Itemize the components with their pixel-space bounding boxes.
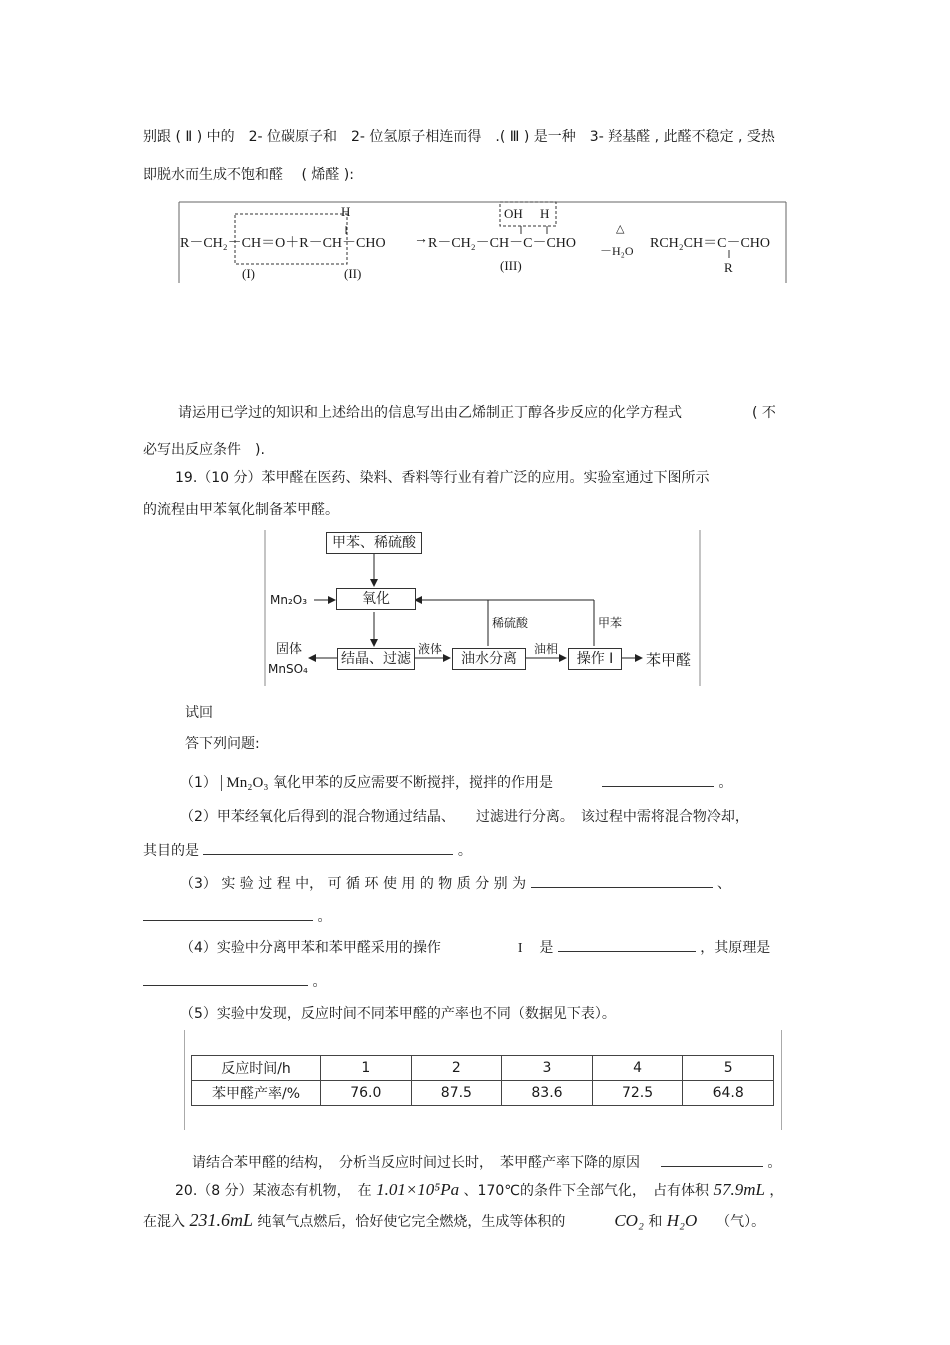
volume-1: 57.9mL bbox=[713, 1180, 765, 1199]
sub-question-1-end: 。 bbox=[718, 775, 733, 791]
table-row-yield bbox=[192, 1081, 774, 1106]
table-row-time bbox=[192, 1056, 774, 1081]
h-atom: H bbox=[341, 204, 351, 219]
product-r-group: R bbox=[724, 260, 733, 275]
flow-feed-box: 甲苯、稀硫酸 bbox=[326, 532, 422, 554]
sub-question-2-line-1: （2）甲苯经氧化后得到的混合物通过结晶、 过滤进行分离。 该过程中需将混合物冷却， bbox=[180, 809, 749, 825]
q5-followup-text: 请结合苯甲醛的结构， 分析当反应时间过长时， 苯甲醛产率下降的原因 bbox=[192, 1155, 640, 1171]
answer-blank-1[interactable] bbox=[602, 774, 714, 787]
sub-question-3-line-2 bbox=[143, 906, 331, 926]
label-iii: (III) bbox=[500, 258, 522, 273]
answer-blank-3a[interactable] bbox=[531, 875, 713, 888]
q5-followup bbox=[192, 1152, 781, 1172]
q19-line-1: 19.（10 分）苯甲醛在医药、染料、香料等行业有着广泛的应用。实验室通过下图所示 bbox=[175, 470, 710, 486]
sub-question-3-line-1 bbox=[180, 873, 731, 893]
sub-question-2-prefix: 其目的是 bbox=[143, 843, 199, 859]
q19-line-2: 的流程由甲苯氧化制备苯甲醛。 bbox=[143, 502, 339, 518]
sub-question-3-text: （3） 实 验 过 程 中， 可 循 环 使 用 的 物 质 分 别 为 bbox=[180, 876, 527, 892]
q20-line2-mid: 纯氧气点燃后，恰好使它完全燃烧，生成等体积的 bbox=[257, 1214, 566, 1230]
instruction-line-1: 请运用已学过的知识和上述给出的信息写出由乙烯制正丁醇各步反应的化学方程式 ( 不 bbox=[178, 405, 776, 421]
pressure-value: 1.01×10⁵Pa bbox=[376, 1180, 460, 1199]
dehydration-label: －H₂O bbox=[600, 244, 634, 258]
table-cell-time: 4 bbox=[592, 1056, 683, 1081]
intermediate-formula: R－CH₂－CH－C－CHO bbox=[428, 236, 577, 251]
answer-blank-5[interactable] bbox=[661, 1154, 763, 1167]
reaction-scheme bbox=[178, 200, 788, 285]
sub-question-4-principle: ，其原理是 bbox=[700, 940, 771, 956]
heat-symbol: △ bbox=[616, 223, 625, 235]
answer-blank-4a[interactable] bbox=[558, 939, 696, 952]
flow-crystal-box: 结晶、过滤 bbox=[337, 648, 415, 670]
q20-mid: 、170℃的条件下全部气化， 占有体积 bbox=[463, 1183, 710, 1199]
q20-line-2 bbox=[143, 1210, 765, 1231]
yield-table-frame bbox=[184, 1030, 782, 1130]
flow-solid: 固体 bbox=[276, 642, 303, 657]
h-atom-2: H bbox=[540, 206, 550, 221]
table-cell-yield: 87.5 bbox=[411, 1081, 502, 1106]
sub-question-2-line-2 bbox=[143, 840, 472, 860]
co2-formula: CO₂ bbox=[614, 1211, 644, 1230]
flow-separate-box: 油水分离 bbox=[452, 648, 526, 670]
flow-mn2o3: Mn₂O₃ bbox=[270, 593, 308, 607]
sub-question-4-end: 。 bbox=[312, 974, 327, 990]
table-cell-yield: 64.8 bbox=[683, 1081, 774, 1106]
label-ii: (II) bbox=[344, 266, 362, 281]
q20-comma: ， bbox=[769, 1183, 784, 1199]
instruction-line-2: 必写出反应条件 ). bbox=[143, 442, 265, 458]
q20-and: 和 bbox=[648, 1214, 663, 1230]
paragraph-line-1: 别跟 ( Ⅱ ) 中的 2- 位碳原子和 2- 位氢原子相连而得 .( Ⅲ ) 是一种 3- 羟基醛 , 此醛不稳定 , 受热 bbox=[143, 129, 775, 145]
try-text: 试回 bbox=[185, 705, 213, 721]
table-cell-yield: 83.6 bbox=[502, 1081, 593, 1106]
flow-operation-box: 操作 I bbox=[568, 648, 622, 670]
flow-oil: 油相 bbox=[534, 642, 559, 656]
table-cell-time: 5 bbox=[683, 1056, 774, 1081]
table-cell-yield: 72.5 bbox=[592, 1081, 683, 1106]
flow-product: 苯甲醛 bbox=[646, 651, 692, 669]
table-cell-time: 3 bbox=[502, 1056, 593, 1081]
volume-2: 231.6mL bbox=[189, 1210, 253, 1230]
flow-toluene: 甲苯 bbox=[598, 616, 623, 630]
answer-blank-4b[interactable] bbox=[143, 973, 308, 986]
sub-question-5: （5）实验中发现，反应时间不同苯甲醛的产率也不同（数据见下表）。 bbox=[180, 1006, 616, 1022]
q20-tail: （气）。 bbox=[716, 1214, 766, 1230]
arrow-1: → bbox=[414, 232, 428, 247]
sub-question-1 bbox=[180, 772, 732, 792]
answer-prompt: 答下列问题: bbox=[185, 736, 260, 752]
hydroxyl-group: OH bbox=[504, 206, 523, 221]
q20-line2-prefix: 在混入 bbox=[143, 1214, 185, 1230]
yield-table bbox=[191, 1055, 774, 1106]
sub-question-1-text: 氧化甲苯的反应需要不断搅拌，搅拌的作用是 bbox=[272, 775, 553, 791]
flow-liquid: 液体 bbox=[418, 642, 443, 656]
sub-question-4-line-2 bbox=[143, 971, 326, 991]
reactant-formula: R－CH₂－CH＝O＋R－CH－CHO bbox=[180, 236, 386, 251]
flow-mnso4: MnSO₄ bbox=[268, 662, 308, 676]
sub-question-4-line-1 bbox=[180, 937, 770, 957]
product-formula: RCH₂CH＝C－CHO bbox=[650, 236, 771, 251]
mn2o3-formula: Mn₂O₃ bbox=[221, 775, 268, 791]
sub-question-4-is: 是 bbox=[539, 940, 554, 956]
q20-prefix: 20.（8 分）某液态有机物， 在 bbox=[175, 1183, 372, 1199]
q20-line-1 bbox=[175, 1180, 783, 1200]
operation-numeral: I bbox=[517, 941, 523, 956]
table-cell-time: 1 bbox=[321, 1056, 412, 1081]
q5-followup-end: 。 bbox=[767, 1155, 782, 1171]
label-i: (I) bbox=[242, 266, 255, 281]
answer-blank-3b[interactable] bbox=[143, 908, 313, 921]
flow-oxidize-box: 氧化 bbox=[336, 588, 416, 610]
paragraph-line-2: 即脱水而生成不饱和醛 ( 烯醛 ): bbox=[143, 167, 354, 183]
table-cell-yield: 76.0 bbox=[321, 1081, 412, 1106]
sub-question-3-end: 。 bbox=[317, 909, 332, 925]
table-header-label: 反应时间/h bbox=[192, 1056, 321, 1081]
sub-question-2-end: 。 bbox=[457, 843, 472, 859]
sub-question-4-text: （4）实验中分离甲苯和苯甲醛采用的操作 bbox=[180, 940, 441, 956]
table-row-label: 苯甲醛产率/% bbox=[192, 1081, 321, 1106]
sub-question-1-prefix: （1） bbox=[180, 775, 217, 791]
answer-blank-2[interactable] bbox=[203, 842, 453, 855]
table-cell-time: 2 bbox=[411, 1056, 502, 1081]
h2o-formula: H₂O bbox=[666, 1211, 698, 1230]
sub-question-3-separator: 、 bbox=[717, 876, 732, 892]
flow-acid: 稀硫酸 bbox=[492, 616, 529, 630]
flow-diagram bbox=[264, 530, 702, 688]
